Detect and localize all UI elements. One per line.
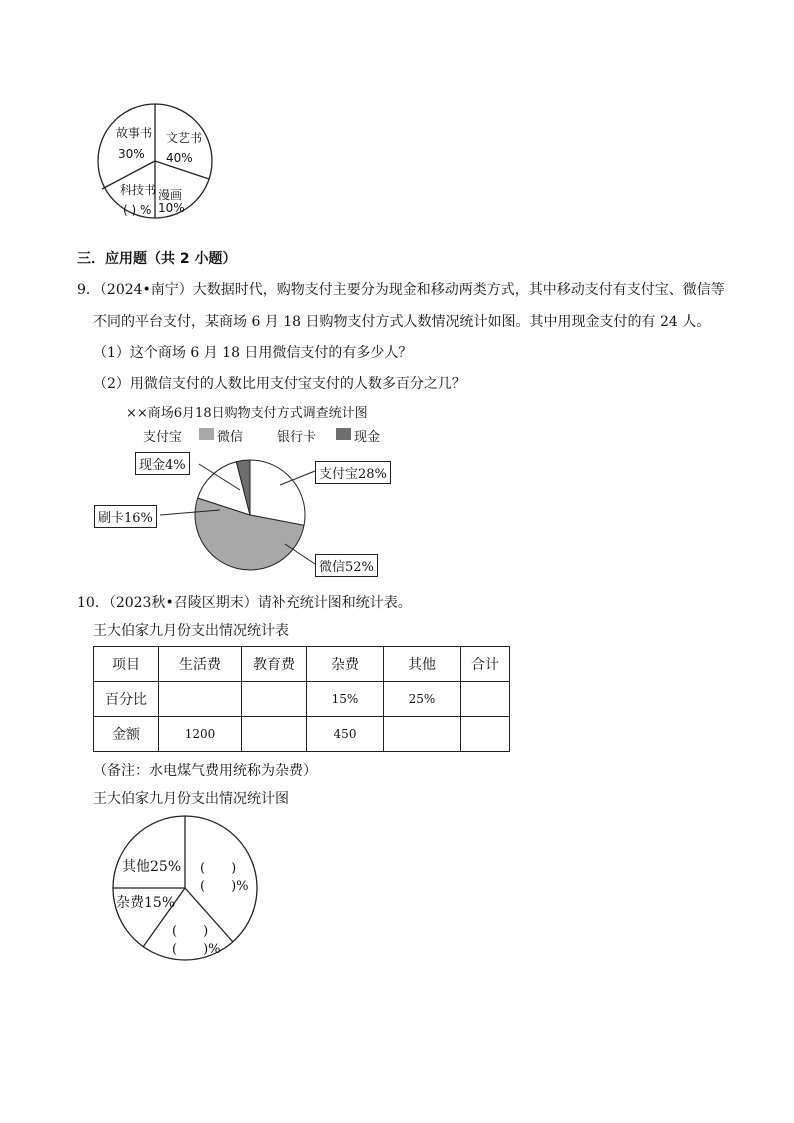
pie1-pct-story: 30%	[118, 147, 145, 161]
table-cell	[242, 682, 307, 717]
legend-label-cash: 现金	[354, 430, 381, 445]
q9-chart-title: ××商场6月18日购物支付方式调查统计图	[126, 406, 368, 421]
table-header-cell: 项目	[94, 647, 159, 682]
table-cell: 15%	[307, 682, 384, 717]
table-cell	[461, 682, 510, 717]
pie1-label-comic: 漫画	[158, 188, 183, 202]
table-header-cell: 其他	[384, 647, 461, 682]
expense-table	[93, 646, 510, 752]
table-header-row	[94, 647, 510, 682]
table-row	[94, 717, 510, 752]
expense-blank-bottom-2: ( )%	[172, 942, 221, 957]
table-header-cell: 杂费	[307, 647, 384, 682]
pie1-pct-comic: 10%	[158, 201, 185, 215]
table-cell	[159, 682, 242, 717]
table-cell: 25%	[384, 682, 461, 717]
table-cell: 百分比	[94, 682, 159, 717]
table-header-cell: 教育费	[242, 647, 307, 682]
slice-alipay	[250, 460, 305, 525]
table-cell	[461, 717, 510, 752]
pie1-label-tech: 科技书	[120, 183, 157, 197]
expense-blank-right-2: ( )%	[200, 879, 249, 894]
pie1-label-arts: 文艺书	[166, 131, 203, 145]
table-row	[94, 682, 510, 717]
q10-line1: 10．（2023秋•召陵区期末）请补充统计图和统计表。	[77, 595, 412, 611]
table-cell: 1200	[159, 717, 242, 752]
table-header-cell: 生活费	[159, 647, 242, 682]
q10-table-title: 王大伯家九月份支出情况统计表	[93, 623, 289, 639]
q9-sub2: （2）用微信支付的人数比用支付宝支付的人数多百分之几？	[93, 376, 466, 392]
legend-swatch-wechat	[199, 428, 214, 440]
q9-line2: 不同的平台支付，某商场 6 月 18 日购物支付方式人数情况统计如图。其中用现金支付的有 24 人。	[93, 314, 711, 330]
q9-line1: 9．（2024•南宁）大数据时代，购物支付主要分为现金和移动两类方式，其中移动支付有支付宝、微信等	[77, 282, 725, 298]
label-alipay: 支付宝28%	[315, 461, 391, 484]
q10-chart-title: 王大伯家九月份支出情况统计图	[93, 791, 289, 807]
q9-sub1: （1）这个商场 6 月 18 日用微信支付的有多少人？	[93, 345, 413, 361]
table-header-cell: 合计	[461, 647, 510, 682]
label-card: 刷卡16%	[94, 505, 157, 528]
table-cell	[242, 717, 307, 752]
legend-swatch-cash	[336, 428, 351, 440]
legend-label-card: 银行卡	[277, 430, 317, 445]
label-wechat: 微信52%	[315, 554, 378, 577]
books-pie-chart	[90, 100, 220, 225]
pie1-pct-arts: 40%	[166, 151, 193, 165]
table-cell: 金额	[94, 717, 159, 752]
expense-label-other: 其他25%	[122, 859, 182, 875]
pie1-label-story: 故事书	[116, 126, 153, 140]
expense-blank-right-1: ( )	[200, 861, 237, 876]
table-cell	[384, 717, 461, 752]
expense-blank-bottom-1: ( )	[172, 924, 209, 939]
pie1-pct-tech: ( ) %	[123, 203, 152, 217]
expense-label-misc: 杂费15%	[116, 895, 176, 911]
label-cash: 现金4%	[135, 452, 190, 475]
legend-label-alipay: 支付宝	[143, 430, 183, 445]
table-cell: 450	[307, 717, 384, 752]
section-title: 三．应用题（共 2 小题）	[77, 251, 237, 267]
q10-note: （备注：水电煤气费用统称为杂费）	[93, 763, 317, 779]
legend-label-wechat: 微信	[217, 430, 244, 445]
